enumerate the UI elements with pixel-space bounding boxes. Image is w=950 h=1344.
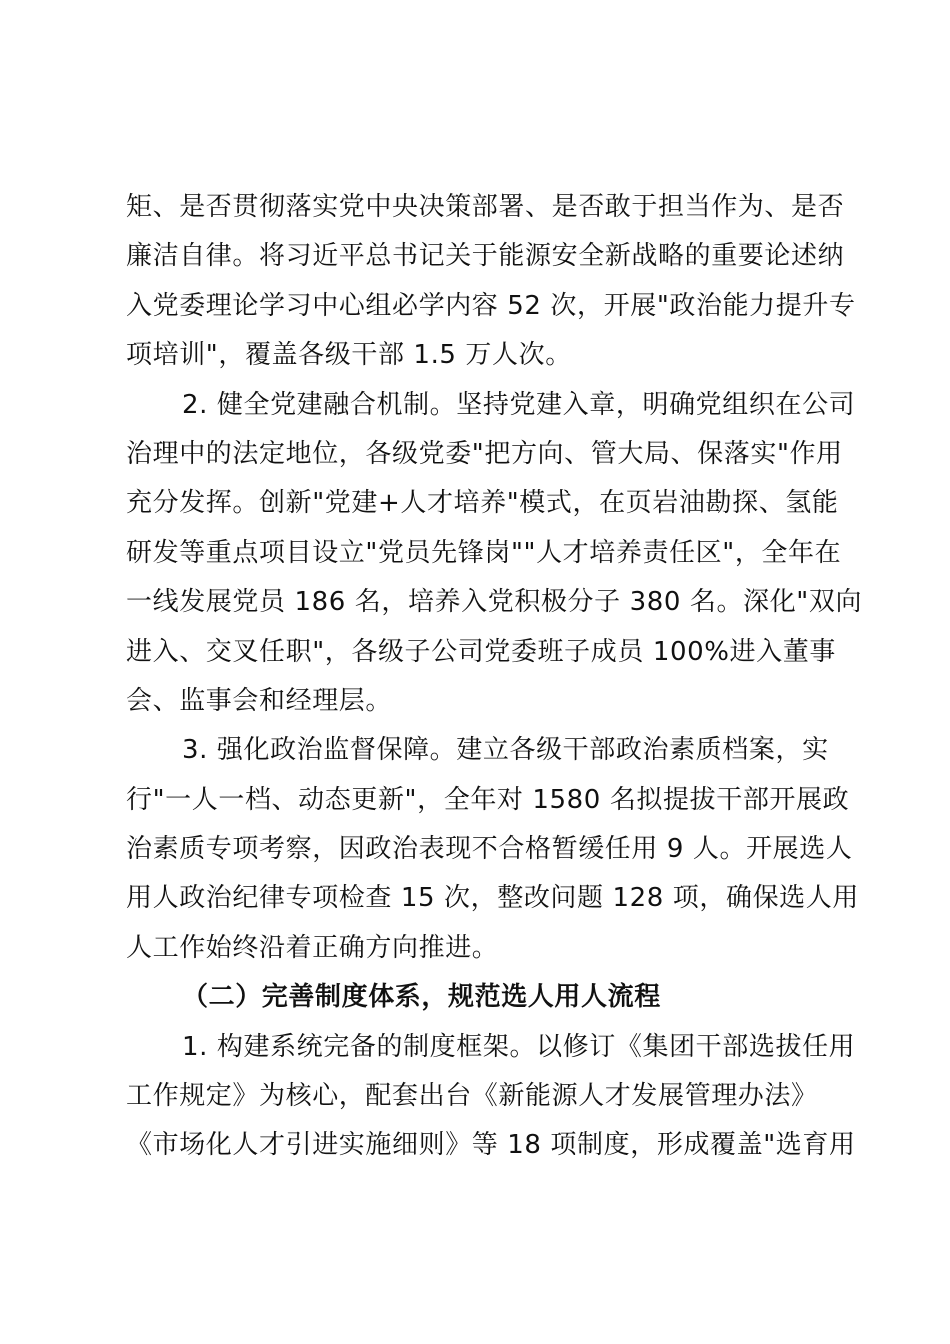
paragraph-line: 治素质专项考察，因政治表现不合格暂缓任用 9 人。开展选人 bbox=[126, 834, 853, 865]
paragraph-line: 廉洁自律。将习近平总书记关于能源安全新战略的重要论述纳 bbox=[126, 241, 845, 272]
paragraph-line: 进入、交叉任职"，各级子公司党委班子成员 100%进入董事 bbox=[126, 636, 836, 667]
paragraph-line: 会、监事会和经理层。 bbox=[126, 685, 393, 716]
paragraph-line: 矩、是否贯彻落实党中央决策部署、是否敢于担当作为、是否 bbox=[126, 192, 845, 222]
paragraph-line: 治理中的法定地位，各级党委"把方向、管大局、保落实"作用 bbox=[126, 438, 843, 469]
document-page bbox=[126, 183, 863, 1171]
paragraph-line: 项培训"，覆盖各级干部 1.5 万人次。 bbox=[126, 340, 572, 371]
paragraph-line: 工作规定》为核心，配套出台《新能源人才发展管理办法》 bbox=[126, 1081, 818, 1112]
section-heading: （二）完善制度体系，规范选人用人流程 bbox=[182, 982, 661, 1013]
paragraph-line-numbered-3: 3. 强化政治监督保障。建立各级干部政治素质档案，实 bbox=[182, 735, 829, 766]
paragraph-line: 《市场化人才引进实施细则》等 18 项制度，形成覆盖"选育用 bbox=[126, 1130, 856, 1161]
paragraph-line: 研发等重点项目设立"党员先锋岗""人才培养责任区"，全年在 bbox=[126, 537, 842, 568]
paragraph-line: 用人政治纪律专项检查 15 次，整改问题 128 项，确保选人用 bbox=[126, 883, 859, 914]
paragraph-line: 人工作始终沿着正确方向推进。 bbox=[126, 932, 499, 963]
paragraph-line: 一线发展党员 186 名，培养入党积极分子 380 名。深化"双向 bbox=[126, 587, 863, 618]
paragraph-line: 入党委理论学习中心组必学内容 52 次，开展"政治能力提升专 bbox=[126, 290, 856, 321]
paragraph-line: 行"一人一档、动态更新"，全年对 1580 名拟提拔干部开展政 bbox=[126, 784, 850, 815]
paragraph-line: 充分发挥。创新"党建+人才培养"模式，在页岩油勘探、氢能 bbox=[126, 488, 839, 519]
paragraph-line-numbered-1: 1. 构建系统完备的制度框架。以修订《集团干部选拔任用 bbox=[182, 1031, 856, 1062]
paragraph-line-numbered-2: 2. 健全党建融合机制。坚持党建入章，明确党组织在公司 bbox=[182, 389, 856, 420]
